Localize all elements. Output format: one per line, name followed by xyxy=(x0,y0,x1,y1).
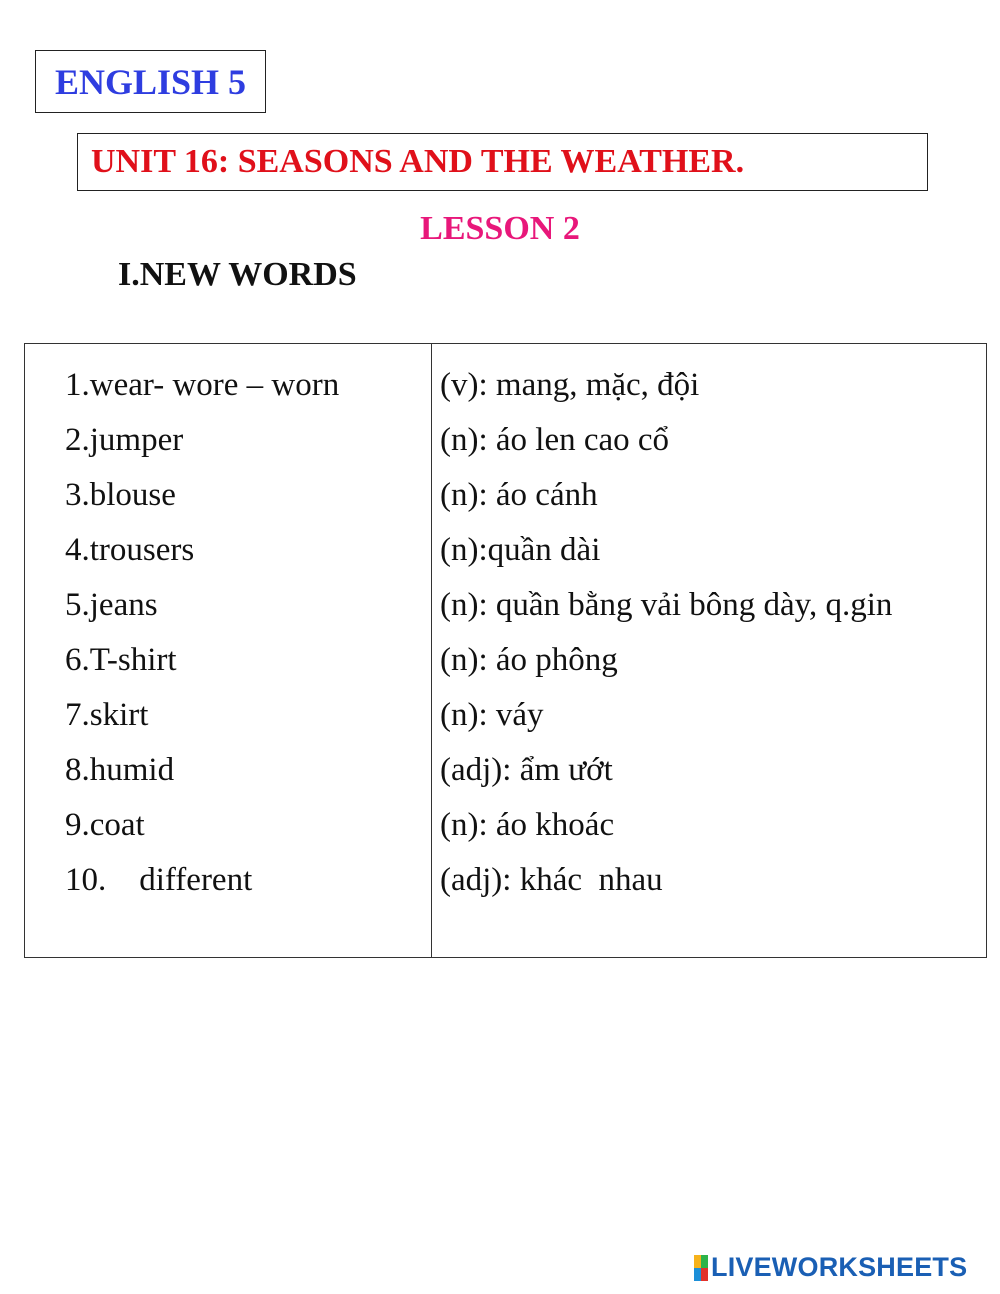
words-column xyxy=(65,358,339,908)
vocab-meaning: (n): váy xyxy=(440,697,544,733)
title-box xyxy=(35,50,266,113)
page-title: ENGLISH 5 xyxy=(54,61,247,102)
unit-title: UNIT 16: SEASONS AND THE WEATHER. xyxy=(91,143,745,180)
vocab-meaning: (n): áo phông xyxy=(440,642,618,678)
liveworksheets-logo[interactable] xyxy=(694,1252,967,1283)
vocab-word: 9.coat xyxy=(65,807,145,843)
meanings-column xyxy=(440,358,892,908)
vocab-meaning: (n):quần dài xyxy=(440,532,601,568)
vocabulary-table xyxy=(24,343,987,958)
vocab-meaning: (n): áo cánh xyxy=(440,477,598,513)
vocab-word: 7.skirt xyxy=(65,697,149,733)
vocab-meaning: (n): áo len cao cổ xyxy=(440,422,670,458)
vocab-meaning: (n): quần bằng vải bông dày, q.gin xyxy=(440,587,893,623)
vocab-meaning: (n): áo khoác xyxy=(440,807,615,843)
vocab-word: 4.trousers xyxy=(65,532,195,568)
vocab-word: 10. different xyxy=(65,862,253,898)
vocab-word: 2.jumper xyxy=(65,422,184,458)
vocab-word: 5.jeans xyxy=(65,587,158,623)
vocab-meaning: (v): mang, mặc, đội xyxy=(440,367,700,403)
vocab-meaning: (adj): ẩm ướt xyxy=(440,752,613,788)
vocab-word: 1.wear- wore – worn xyxy=(65,367,340,403)
vocab-word: 8.humid xyxy=(65,752,175,788)
section-heading: I.NEW WORDS xyxy=(118,256,357,293)
unit-box xyxy=(77,133,928,191)
liveworksheets-logo-icon xyxy=(694,1255,708,1281)
vocab-word: 6.T-shirt xyxy=(65,642,177,678)
column-divider xyxy=(431,344,432,957)
vocab-meaning: (adj): khác nhau xyxy=(440,862,663,898)
lesson-heading: LESSON 2 xyxy=(420,210,580,247)
vocab-word: 3.blouse xyxy=(65,477,176,513)
logo-text: LIVEWORKSHEETS xyxy=(711,1252,968,1282)
